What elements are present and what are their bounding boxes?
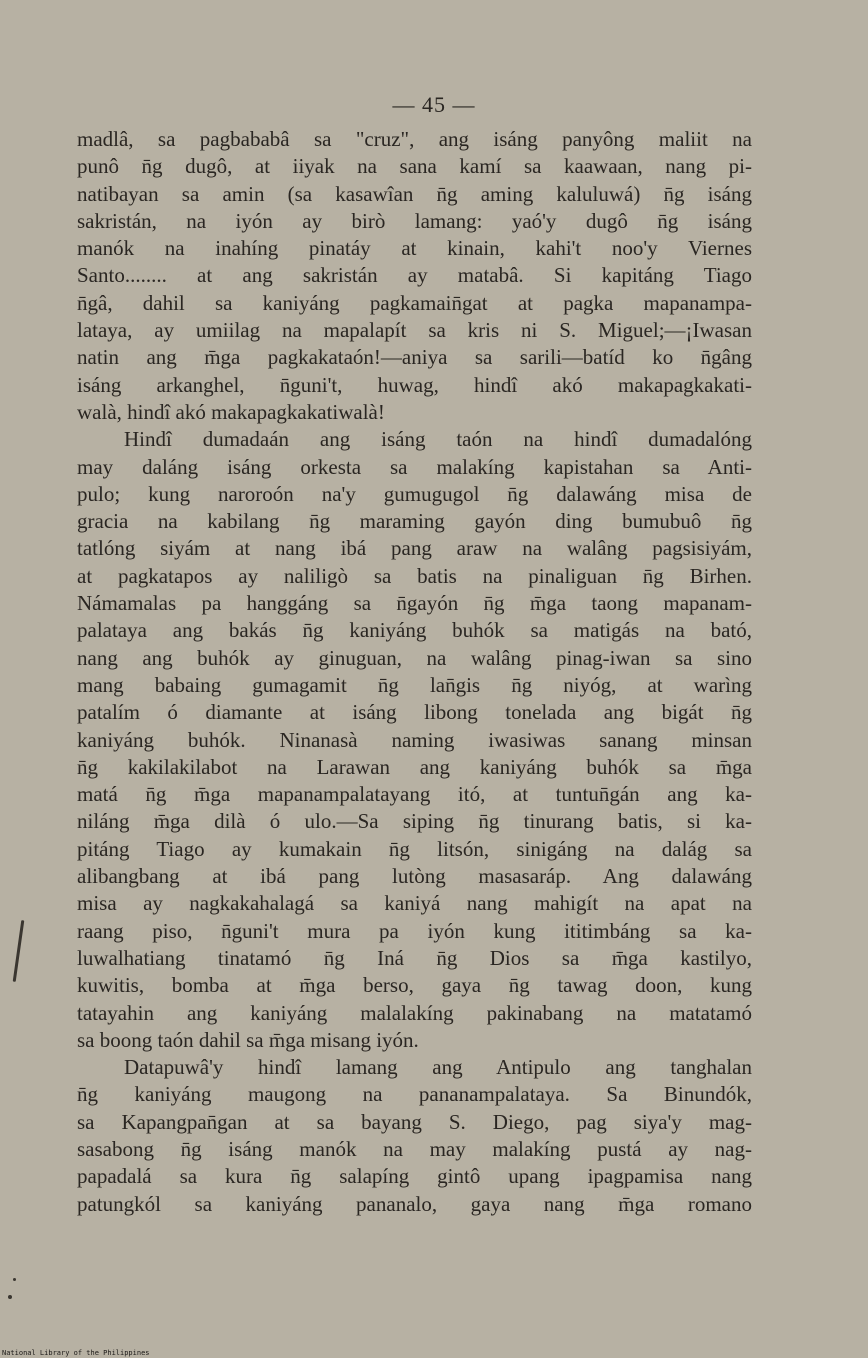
text-line: punô n̄g dugô, at iiyak na sana kamí sa kaawaan, nang pi- [77, 154, 752, 179]
text-line: sa Kapangpan̄gan at sa bayang S. Diego, pag siya'y mag- [77, 1109, 752, 1134]
page-number: — 45 — [392, 92, 476, 117]
text-line: mang babaing gumagamit n̄g lan̄gis n̄g niyóg, at warìng [77, 672, 752, 697]
text-line: pitáng Tiago ay kumakain n̄g litsón, sinigáng na dalág sa [77, 836, 752, 861]
text-line: papadalá sa kura n̄g salapíng gintô upang ipagpamisa nang [77, 1164, 752, 1189]
text-line: sakristán, na iyón ay birò lamang: yaó'y dugô n̄g isáng [77, 208, 752, 233]
text-line: walà, hindî akó makapagkakatiwalà! [77, 399, 385, 424]
text-line: n̄g kakilakilabot na Larawan ang kaniyáng buhók sa m̄ga [77, 754, 752, 779]
text-line: patungkól sa kaniyáng pananalo, gaya nang m̄ga romano [77, 1191, 752, 1216]
text-line: gracia na kabilang n̄g maraming gayón ding bumubuô n̄g [77, 509, 752, 534]
text-line: madlâ, sa pagbababâ sa "cruz", ang isáng panyông maliit na [77, 127, 752, 151]
text-line: Námamalas pa hanggáng sa n̄gayón n̄g m̄ga taong mapanam- [77, 591, 752, 616]
text-line: patalím ó diamante at isáng libong tonelada ang bigát n̄g [77, 700, 752, 725]
text-line: at pagkatapos ay naliligò sa batis na pinaliguan n̄g Birhen. [77, 563, 752, 588]
text-line: tatayahin ang kaniyáng malalakíng pakinabang na matatamó [77, 1000, 752, 1025]
text-line: isáng arkanghel, n̄guni't, huwag, hindî akó makapagkakati- [77, 372, 752, 397]
text-line: may daláng isáng orkesta sa malakíng kapistahan sa Anti- [77, 454, 752, 479]
text-line: niláng m̄ga dilà ó ulo.—Sa siping n̄g tinurang batis, si ka- [77, 809, 752, 834]
margin-mark [13, 920, 25, 982]
text-line: matá n̄g m̄ga mapanampalatayang itó, at tuntun̄gán ang ka- [77, 782, 752, 807]
text-line: tatlóng siyám at nang ibá pang araw na walâng pagsisiyám, [77, 536, 752, 561]
text-line: misa ay nagkakahalagá sa kaniyá nang mahigít na apat na [77, 891, 752, 916]
text-line: manók na inahíng pinatáy at kinain, kahi't noo'y Viernes [77, 236, 752, 261]
text-line: nang ang buhók ay ginuguan, na walâng pinag-iwan sa sino [77, 645, 752, 670]
text-line: pulo; kung naroroón na'y gumugugol n̄g dalawáng misa de [77, 481, 752, 506]
text-line: Datapuwâ'y hindî lamang ang Antipulo ang tanghalan [124, 1055, 752, 1080]
text-line: n̄gâ, dahil sa kaniyáng pagkamain̄gat at pagka mapanampa- [77, 290, 752, 315]
text-line: kuwitis, bomba at m̄ga berso, gaya n̄g tawag doon, kung [77, 973, 752, 998]
text-line: sa boong taón dahil sa m̄ga misang iyón. [77, 1027, 419, 1052]
text-line: palataya ang bakás n̄g kaniyáng buhók sa matigás na bató, [77, 618, 752, 643]
text-line: n̄g kaniyáng maugong na pananampalataya. Sa Binundók, [77, 1082, 752, 1107]
text-line: kaniyáng buhók. Ninanasà naming iwasiwas sanang minsan [77, 727, 752, 752]
margin-dot [8, 1295, 12, 1299]
text-line: Santo........ at ang sakristán ay matabâ. Si kapitáng Tiago [77, 263, 752, 288]
text-line: alibangbang at ibá pang lutòng masasaráp. Ang dalawáng [77, 864, 752, 889]
library-footer: National Library of the Philippines [2, 1349, 150, 1357]
margin-dot [13, 1278, 16, 1281]
text-line: natin ang m̄ga pagkakataón!—aniya sa sarili—batíd ko n̄gâng [77, 345, 752, 370]
text-line: sasabong n̄g isáng manók na may malakíng pustá ay nag- [77, 1136, 752, 1161]
text-line: luwalhatiang tinatamó n̄g Iná n̄g Dios sa m̄ga kastilyo, [77, 945, 752, 970]
text-line: natibayan sa amin (sa kasawîan n̄g aming kaluluwá) n̄g isáng [77, 181, 752, 206]
body-text [77, 126, 752, 1218]
text-line: Hindî dumadaán ang isáng taón na hindî dumadalóng [124, 427, 752, 452]
text-line: raang piso, n̄guni't mura pa iyón kung ititimbáng sa ka- [77, 918, 752, 943]
text-line: lataya, ay umiilag na mapalapít sa kris ni S. Miguel;—¡Iwasan [77, 318, 752, 343]
